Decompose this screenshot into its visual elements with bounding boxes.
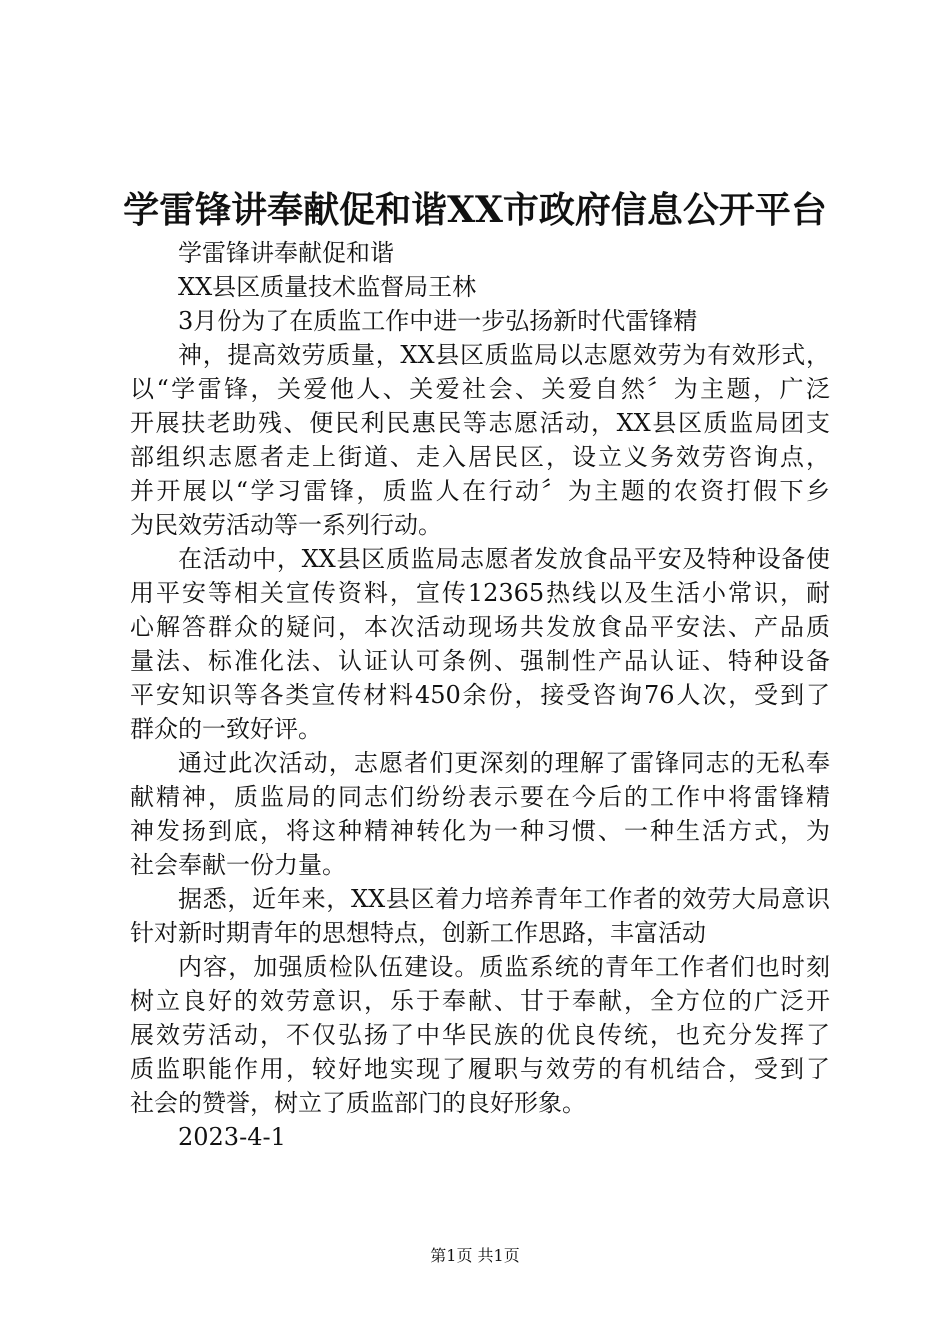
body-text-line: 心解答群众的疑问，本次活动现场共发放食品平安法、产品质 bbox=[130, 613, 830, 641]
body-text-line: XX县区质量技术监督局王林 bbox=[178, 273, 477, 301]
body-text-line: 社会的赞誉，树立了质监部门的良好形象。 bbox=[130, 1089, 586, 1117]
body-text-line: 部组织志愿者走上街道、走入居民区，设立义务效劳咨询点， bbox=[130, 443, 830, 471]
body-text-line: 展效劳活动，不仅弘扬了中华民族的优良传统，也充分发挥了 bbox=[130, 1021, 830, 1049]
body-text-line: 针对新时期青年的思想特点，创新工作思路，丰富活动 bbox=[130, 919, 706, 947]
page-footer: 第1页 共1页 bbox=[430, 1246, 520, 1265]
document-body bbox=[130, 236, 830, 1154]
body-text-line: 树立良好的效劳意识，乐于奉献、甘于奉献，全方位的广泛开 bbox=[130, 987, 830, 1015]
body-text-line: 并开展以“学习雷锋，质监人在行动〞为主题的农资打假下乡 bbox=[130, 477, 830, 505]
body-text-line: 社会奉献一份力量。 bbox=[130, 851, 346, 879]
body-text-line: 学雷锋讲奉献促和谐 bbox=[178, 239, 394, 267]
body-text-line: 据悉，近年来，XX县区着力培养青年工作者的效劳大局意识 bbox=[178, 885, 830, 913]
body-text-line: 内容，加强质检队伍建设。质监系统的青年工作者们也时刻 bbox=[178, 953, 830, 981]
body-text-line: 质监职能作用，较好地实现了履职与效劳的有机结合，受到了 bbox=[130, 1055, 830, 1083]
body-text-line: 神，提高效劳质量，XX县区质监局以志愿效劳为有效形式， bbox=[178, 341, 830, 369]
body-text-line: 在活动中，XX县区质监局志愿者发放食品平安及特种设备使 bbox=[178, 545, 830, 573]
body-text-line: 平安知识等各类宣传材料450余份，接受咨询76人次，受到了 bbox=[130, 681, 830, 709]
body-text-line: 2023-4-1 bbox=[178, 1123, 286, 1151]
body-text-line: 用平安等相关宣传资料，宣传12365热线以及生活小常识，耐 bbox=[130, 579, 830, 607]
body-text-line: 量法、标准化法、认证认可条例、强制性产品认证、特种设备 bbox=[130, 647, 830, 675]
body-text-line: 献精神，质监局的同志们纷纷表示要在今后的工作中将雷锋精 bbox=[130, 783, 830, 811]
document-title: 学雷锋讲奉献促和谐XX市政府信息公开平台 bbox=[123, 189, 827, 231]
body-text-line: 以“学雷锋，关爱他人、关爱社会、关爱自然〞为主题，广泛 bbox=[130, 375, 830, 403]
body-text-line: 开展扶老助残、便民利民惠民等志愿活动，XX县区质监局团支 bbox=[130, 409, 830, 437]
body-text-line: 3月份为了在质监工作中进一步弘扬新时代雷锋精 bbox=[178, 307, 698, 335]
body-text-line: 群众的一致好评。 bbox=[130, 715, 322, 743]
body-text-line: 通过此次活动，志愿者们更深刻的理解了雷锋同志的无私奉 bbox=[178, 749, 830, 777]
body-text-line: 神发扬到底，将这种精神转化为一种习惯、一种生活方式，为 bbox=[130, 817, 830, 845]
body-text-line: 为民效劳活动等一系列行动。 bbox=[130, 511, 442, 539]
